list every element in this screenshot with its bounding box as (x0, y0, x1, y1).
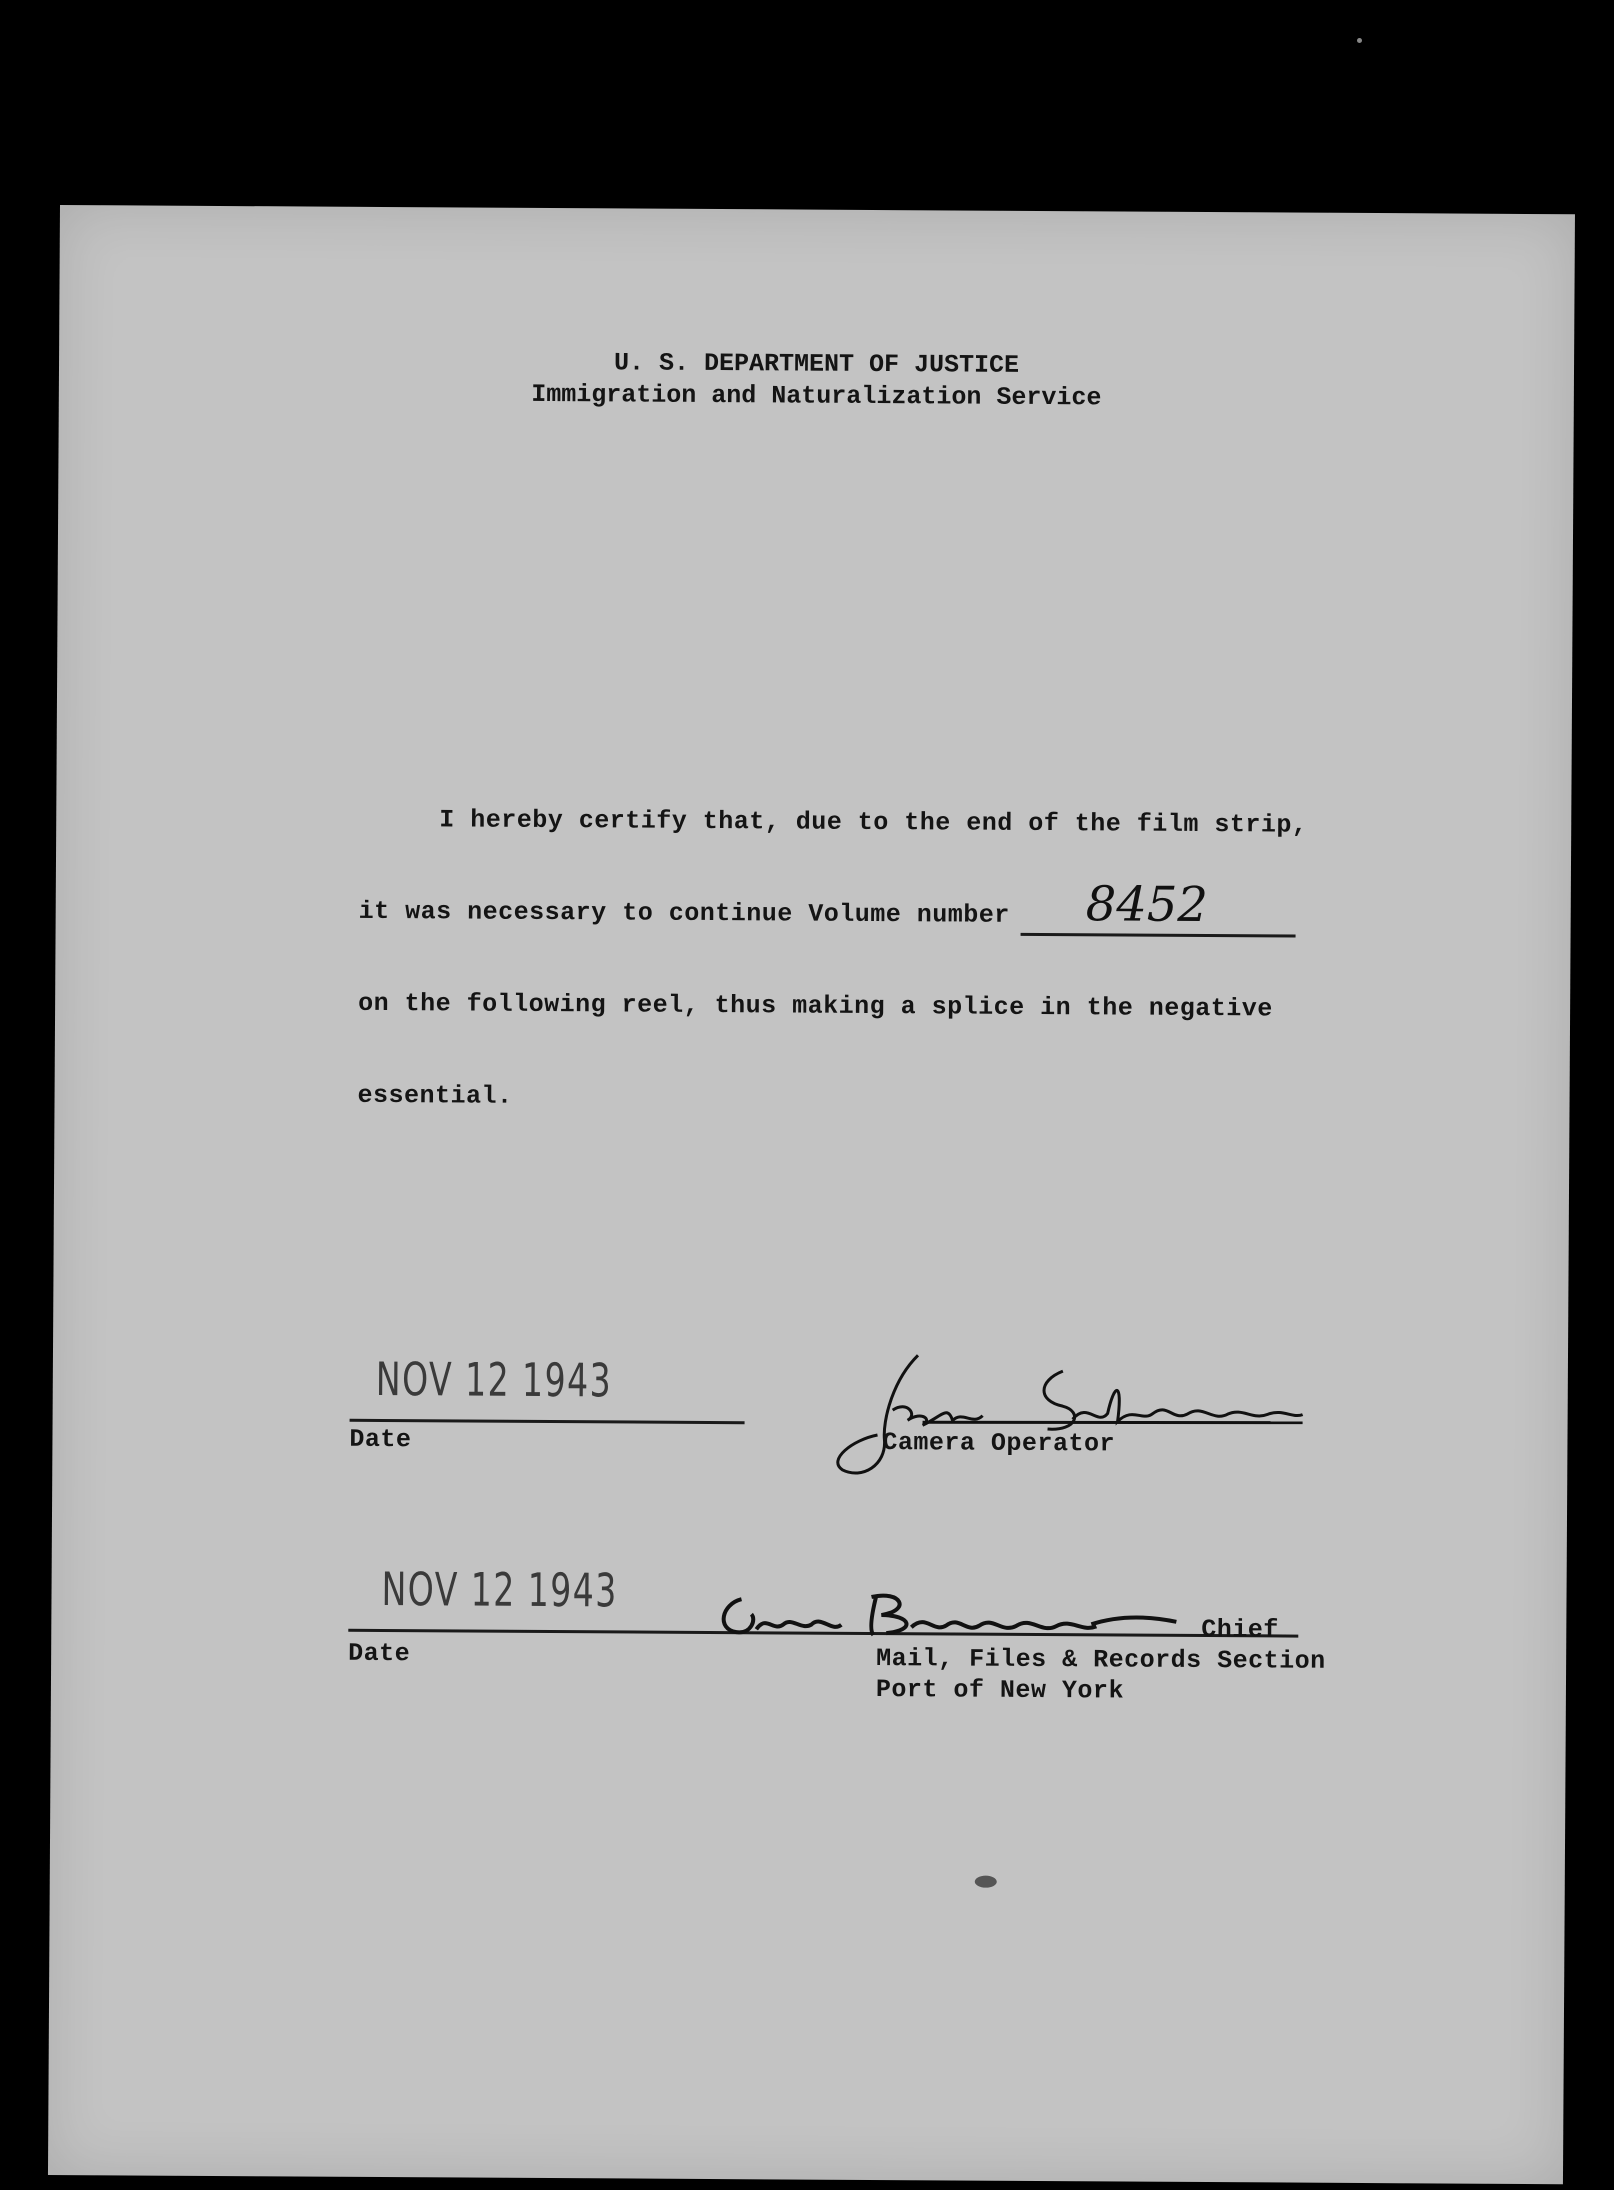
paper-blemish (975, 1876, 997, 1888)
header-department: U. S. DEPARTMENT OF JUSTICE (613, 348, 1020, 380)
body-line-4: essential. (357, 1080, 513, 1111)
date-label-1: Date (349, 1424, 412, 1455)
body-line-2: it was necessary to continue Volume number (358, 896, 1010, 930)
date-label-2: Date (348, 1638, 411, 1669)
chief-title: Chief (1201, 1614, 1279, 1645)
date-stamp-2: NOV 12 1943 (381, 1561, 618, 1618)
film-speck (1357, 38, 1362, 43)
body-line-1: I hereby certify that, due to the end of the film strip, (439, 805, 1308, 840)
camera-operator-title: Camera Operator (882, 1428, 1116, 1459)
chief-section: Mail, Files & Records Section (876, 1644, 1326, 1676)
document-page (48, 205, 1575, 2184)
volume-number: 8452 (1085, 876, 1209, 934)
chief-port: Port of New York (875, 1675, 1125, 1706)
header-service: Immigration and Naturalization Service (531, 379, 1102, 413)
camera-operator-signature (822, 1340, 1323, 1483)
volume-number-underline (1021, 933, 1296, 938)
body-line-3: on the following reel, thus making a splice in the negative (358, 988, 1273, 1024)
date-stamp-1: NOV 12 1943 (375, 1351, 613, 1408)
date-line-1 (350, 1419, 745, 1424)
